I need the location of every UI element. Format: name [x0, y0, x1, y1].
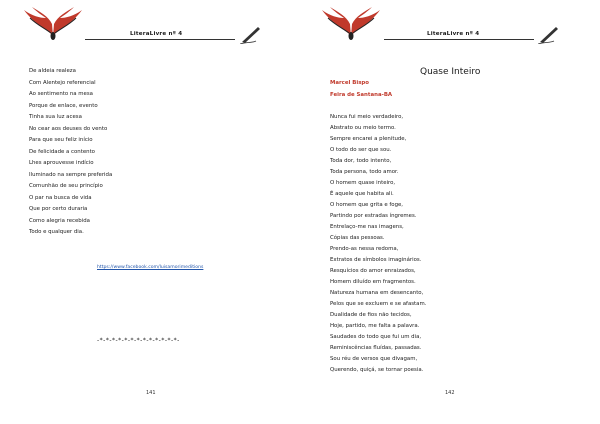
page-number-right: 142	[445, 390, 455, 396]
poem-title: Quase Inteiro	[420, 67, 481, 77]
poem-line: Reminiscências fluídas, passadas.	[330, 345, 422, 351]
poem-line: Porque de enlace, evento	[29, 102, 98, 109]
poem-line: Saudades do todo que fui um dia,	[330, 334, 422, 340]
quill-pen-icon	[538, 24, 560, 44]
poem-line: Toda persona, todo amor.	[330, 169, 399, 175]
poem-line: O homem quase inteiro,	[330, 180, 396, 186]
poem-line: Lhes aprouvesse indício	[29, 160, 94, 166]
poem-line: Extratos de símbolos imaginários.	[330, 257, 422, 263]
facebook-link[interactable]: https://www.facebook.com/luisamorimeditions	[97, 265, 204, 270]
poem-line: O homem que grita e foge,	[330, 202, 404, 208]
author-location: Feira de Santana-BA	[330, 92, 393, 98]
poem-line: Hoje, partido, me falta a palavra.	[330, 323, 420, 329]
poem-line: Que por certo duraria	[29, 206, 88, 212]
header-rule	[384, 39, 534, 40]
page-number-left: 141	[146, 390, 156, 396]
header-title: LiteraLivre nº 4	[130, 31, 183, 37]
poem-line: Como alegria recebida	[29, 217, 90, 224]
poem-line: Para que seu feliz início	[29, 137, 93, 143]
poem-line: Sou réu de versos que divagam,	[330, 356, 418, 362]
poem-line: Iluminado na sempre preferida	[29, 171, 113, 178]
poem-line: Dualidade de fios não tecidos,	[330, 312, 412, 318]
poem-line: Sempre encarei a plenitude,	[330, 136, 407, 142]
wings-logo-icon	[320, 6, 382, 42]
poem-line: Ao sentimento na mesa	[29, 91, 93, 97]
wings-logo-icon	[22, 6, 84, 42]
poem-line: Prendo-as nessa redoma,	[330, 246, 399, 252]
poem-line: Pelos que se excluem e se afastam.	[330, 301, 427, 307]
poem-line: Partindo por estradas íngremes.	[330, 213, 417, 219]
poem-line: Com Alentejo referencial	[29, 79, 96, 86]
poem-line: Entrelaço-me nas imagens,	[330, 224, 404, 230]
poem-line: Natureza humana em desencanto,	[330, 290, 424, 296]
ornament-divider: -*-*-*-*-*-*-*-*-*-*-*-*-*-	[97, 337, 180, 344]
poem-line: Todo e qualquer dia.	[29, 229, 84, 235]
quill-pen-icon	[240, 24, 262, 44]
poem-line: Nunca fui meio verdadeiro,	[330, 114, 404, 120]
poem-line: O todo do ser que sou.	[330, 147, 392, 153]
header-rule	[85, 39, 235, 40]
poem-line: De aldeia realeza	[29, 68, 76, 74]
poem-line: Homem diluído em fragmentos.	[330, 279, 416, 285]
poem-line: Abstrato ou meio termo.	[330, 125, 396, 131]
poem-line: Cópias das pessoas.	[330, 235, 385, 241]
poem-line: Resquícios do amor enraizados,	[330, 268, 416, 274]
poem-line: O par na busca de vida	[29, 194, 92, 201]
author-name: Marcel Bispo	[330, 80, 369, 86]
poem-line: De felicidade a contento	[29, 148, 95, 155]
poem-line: É aquele que habita ali.	[330, 191, 394, 197]
poem-line: Tinha sua luz acesa	[29, 114, 82, 120]
poem-line: Comunhão de seu princípio	[29, 183, 103, 189]
poem-line: Toda dor, todo intento,	[330, 158, 392, 164]
poem-line: No cear aos deuses do vento	[29, 125, 108, 132]
header-title: LiteraLivre nº 4	[427, 31, 480, 37]
poem-line: Querendo, quiçá, se tornar poesia.	[330, 367, 424, 373]
